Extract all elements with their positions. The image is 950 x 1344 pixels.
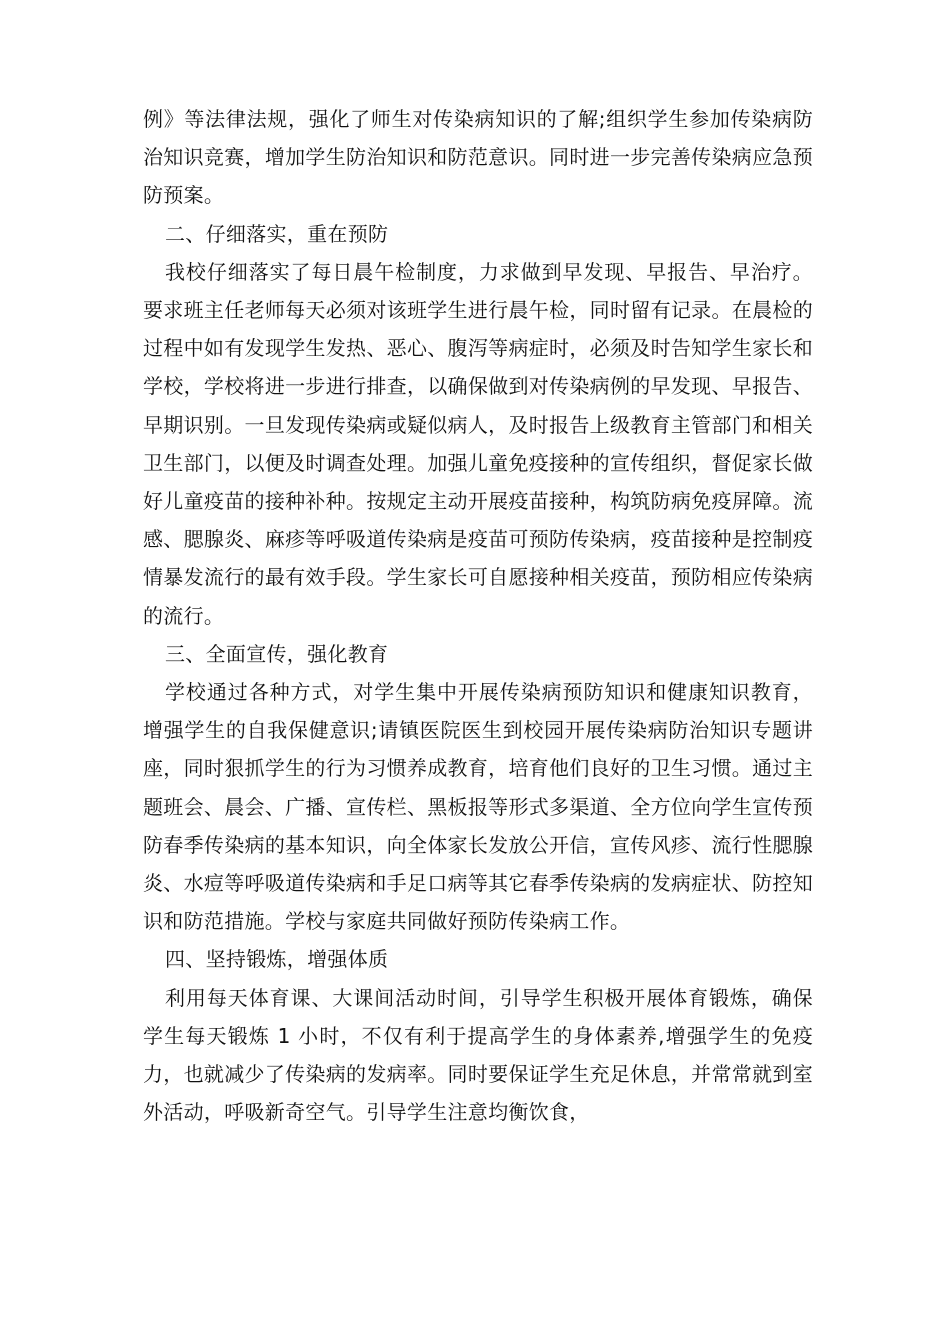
- section-heading-3: 三、全面宣传，强化教育: [165, 641, 389, 666]
- paragraph-education: 学校通过各种方式，对学生集中开展传染病预防知识和健康知识教育，增强学生的自我保健意识;请镇医院医生到校园开展传染病防治知识专题讲座，同时狠抓学生的行为习惯养成教育，培育他们良好的卫生习惯。通过主题班会、晨会、广播、宣传栏、黑板报等形式多渠道、全方位向学生宣传预防春季传染病的基本知识，向全体家长发放公开信，宣传风疹、流行性腮腺炎、水痘等呼吸道传染病和手足口病等其它春季传染病的发病症状、防控知识和防范措施。学校与家庭共同做好预防传染病工作。: [143, 680, 813, 934]
- paragraph-continuation: 例》等法律法规，强化了师生对传染病知识的了解;组织学生参加传染病防治知识竞赛，增加学生防治知识和防范意识。同时进一步完善传染病应急预防预案。: [143, 107, 813, 208]
- section-heading-2: 二、仔细落实，重在预防: [165, 221, 389, 246]
- document-body: [143, 100, 813, 1131]
- section-heading-4: 四、坚持锻炼，增强体质: [165, 947, 389, 972]
- paragraph-exercise: 利用每天体育课、大课间活动时间，引导学生积极开展体育锻炼，确保学生每天锻炼 1 小时，不仅有利于提高学生的身体素养,增强学生的免疫力，也就减少了传染病的发病率。同时要保证学生充足休息，并常常就到室外活动，呼吸新奇空气。引导学生注意均衡饮食，: [143, 985, 813, 1125]
- paragraph-prevention: 我校仔细落实了每日晨午检制度，力求做到早发现、早报告、早治疗。要求班主任老师每天必须对该班学生进行晨午检，同时留有记录。在晨检的过程中如有发现学生发热、恶心、腹泻等病症时，必须及时告知学生家长和学校，学校将进一步进行排查，以确保做到对传染病例的早发现、早报告、早期识别。一旦发现传染病或疑似病人，及时报告上级教育主管部门和相关卫生部门，以便及时调查处理。加强儿童免疫接种的宣传组织，督促家长做好儿童疫苗的接种补种。按规定主动开展疫苗接种，构筑防病免疫屏障。流感、腮腺炎、麻疹等呼吸道传染病是疫苗可预防传染病，疫苗接种是控制疫情暴发流行的最有效手段。学生家长可自愿接种相关疫苗，预防相应传染病的流行。: [143, 259, 813, 628]
